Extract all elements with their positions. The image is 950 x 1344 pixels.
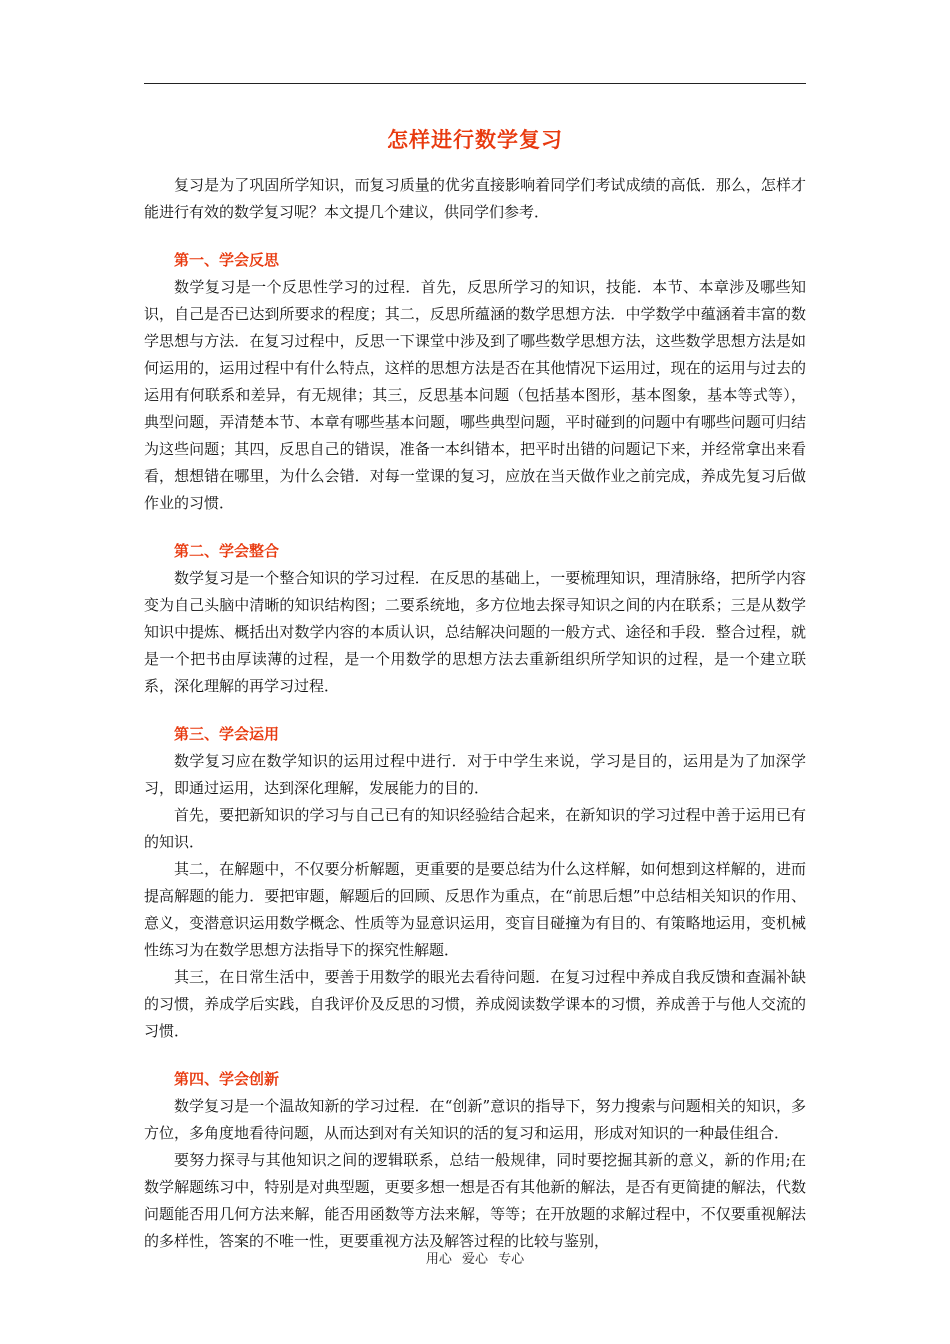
section-reflect xyxy=(144,247,806,517)
body-paragraph: 其三，在日常生活中，要善于用数学的眼光去看待问题．在复习过程中养成自我反馈和查漏补缺的习惯，养成学后实践，自我评价及反思的习惯，养成阅读数学课本的习惯，养成善于与他人交流的习惯． xyxy=(144,968,806,1040)
body-paragraph: 数学复习是一个反思性学习的过程．首先，反思所学习的知识，技能．本节、本章涉及哪些知识，自己是否已达到所要求的程度；其二，反思所蕴涵的数学思想方法．中学数学中蕴涵着丰富的数学思想与方法．在复习过程中，反思一下课堂中涉及到了哪些数学思想方法，这些数学思想方法是如何运用的，运用过程中有什么特点，这样的思想方法是否在其他情况下运用过，现在的运用与过去的运用有何联系和差异，有无规律；其三，反思基本问题（包括基本图形，基本图象，基本等式等），典型问题，弄清楚本节、本章有哪些基本问题，哪些典型问题，平时碰到的问题中有哪些问题可归结为这些问题；其四，反思自己的错误，准备一本纠错本，把平时出错的问题记下来，并经常拿出来看看，想想错在哪里，为什么会错．对每一堂课的复习，应放在当天做作业之前完成，养成先复习后做作业的习惯． xyxy=(144,278,806,512)
section-heading: 第三、学会运用 xyxy=(174,725,280,743)
section-apply xyxy=(144,721,806,1045)
body-paragraph: 数学复习应在数学知识的运用过程中进行．对于中学生来说，学习是目的，运用是为了加深学习，即通过运用，达到深化理解，发展能力的目的． xyxy=(144,752,806,797)
intro-paragraph: 复习是为了巩固所学知识，而复习质量的优劣直接影响着同学们考试成绩的高低．那么，怎样才能进行有效的数学复习呢？本文提几个建议，供同学们参考． xyxy=(144,176,806,221)
document-title: 怎样进行数学复习 xyxy=(387,127,563,152)
section-heading: 第二、学会整合 xyxy=(174,542,280,560)
section-integrate xyxy=(144,538,806,700)
document-body xyxy=(144,172,806,1255)
section-innovate xyxy=(144,1066,806,1255)
body-paragraph: 数学复习是一个整合知识的学习过程．在反思的基础上，一要梳理知识，理清脉络，把所学内容变为自己头脑中清晰的知识结构图；二要系统地，多方位地去探寻知识之间的内在联系；三是从数学知识中提炼、概括出对数学内容的本质认识，总结解决问题的一般方式、途径和手段．整合过程，就是一个把书由厚读薄的过程，是一个用数学的思想方法去重新组织所学知识的过程，是一个建立联系，深化理解的再学习过程． xyxy=(144,569,806,695)
header-rule xyxy=(144,83,806,84)
page-footer: 用心 爱心 专心 xyxy=(425,1252,525,1267)
body-paragraph: 其二，在解题中，不仅要分析解题，更重要的是要总结为什么这样解，如何想到这样解的，进而提高解题的能力．要把审题，解题后的回顾、反思作为重点，在“前思后想”中总结相关知识的作用、意义，变潜意识运用数学概念、性质等为显意识运用，变盲目碰撞为有目的、有策略地运用，变机械性练习为在数学思想方法指导下的探究性解题． xyxy=(144,860,806,959)
body-paragraph: 首先，要把新知识的学习与自己已有的知识经验结合起来，在新知识的学习过程中善于运用已有的知识． xyxy=(144,806,806,851)
body-paragraph: 数学复习是一个温故知新的学习过程．在“创新”意识的指导下，努力搜索与问题相关的知识，多方位，多角度地看待问题，从而达到对有关知识的活的复习和运用，形成对知识的一种最佳组合． xyxy=(144,1097,806,1142)
body-paragraph: 要努力探寻与其他知识之间的逻辑联系，总结一般规律，同时要挖掘其新的意义，新的作用;在数学解题练习中，特别是对典型题，更要多想一想是否有其他新的解法，是否有更简捷的解法，代数问题能否用几何方法来解，能否用函数等方法来解，等等；在开放题的求解过程中，不仅要重视解法的多样性，答案的不唯一性，更要重视方法及解答过程的比较与鉴别， xyxy=(144,1151,806,1250)
section-heading: 第四、学会创新 xyxy=(174,1070,280,1088)
section-heading: 第一、学会反思 xyxy=(174,251,280,269)
